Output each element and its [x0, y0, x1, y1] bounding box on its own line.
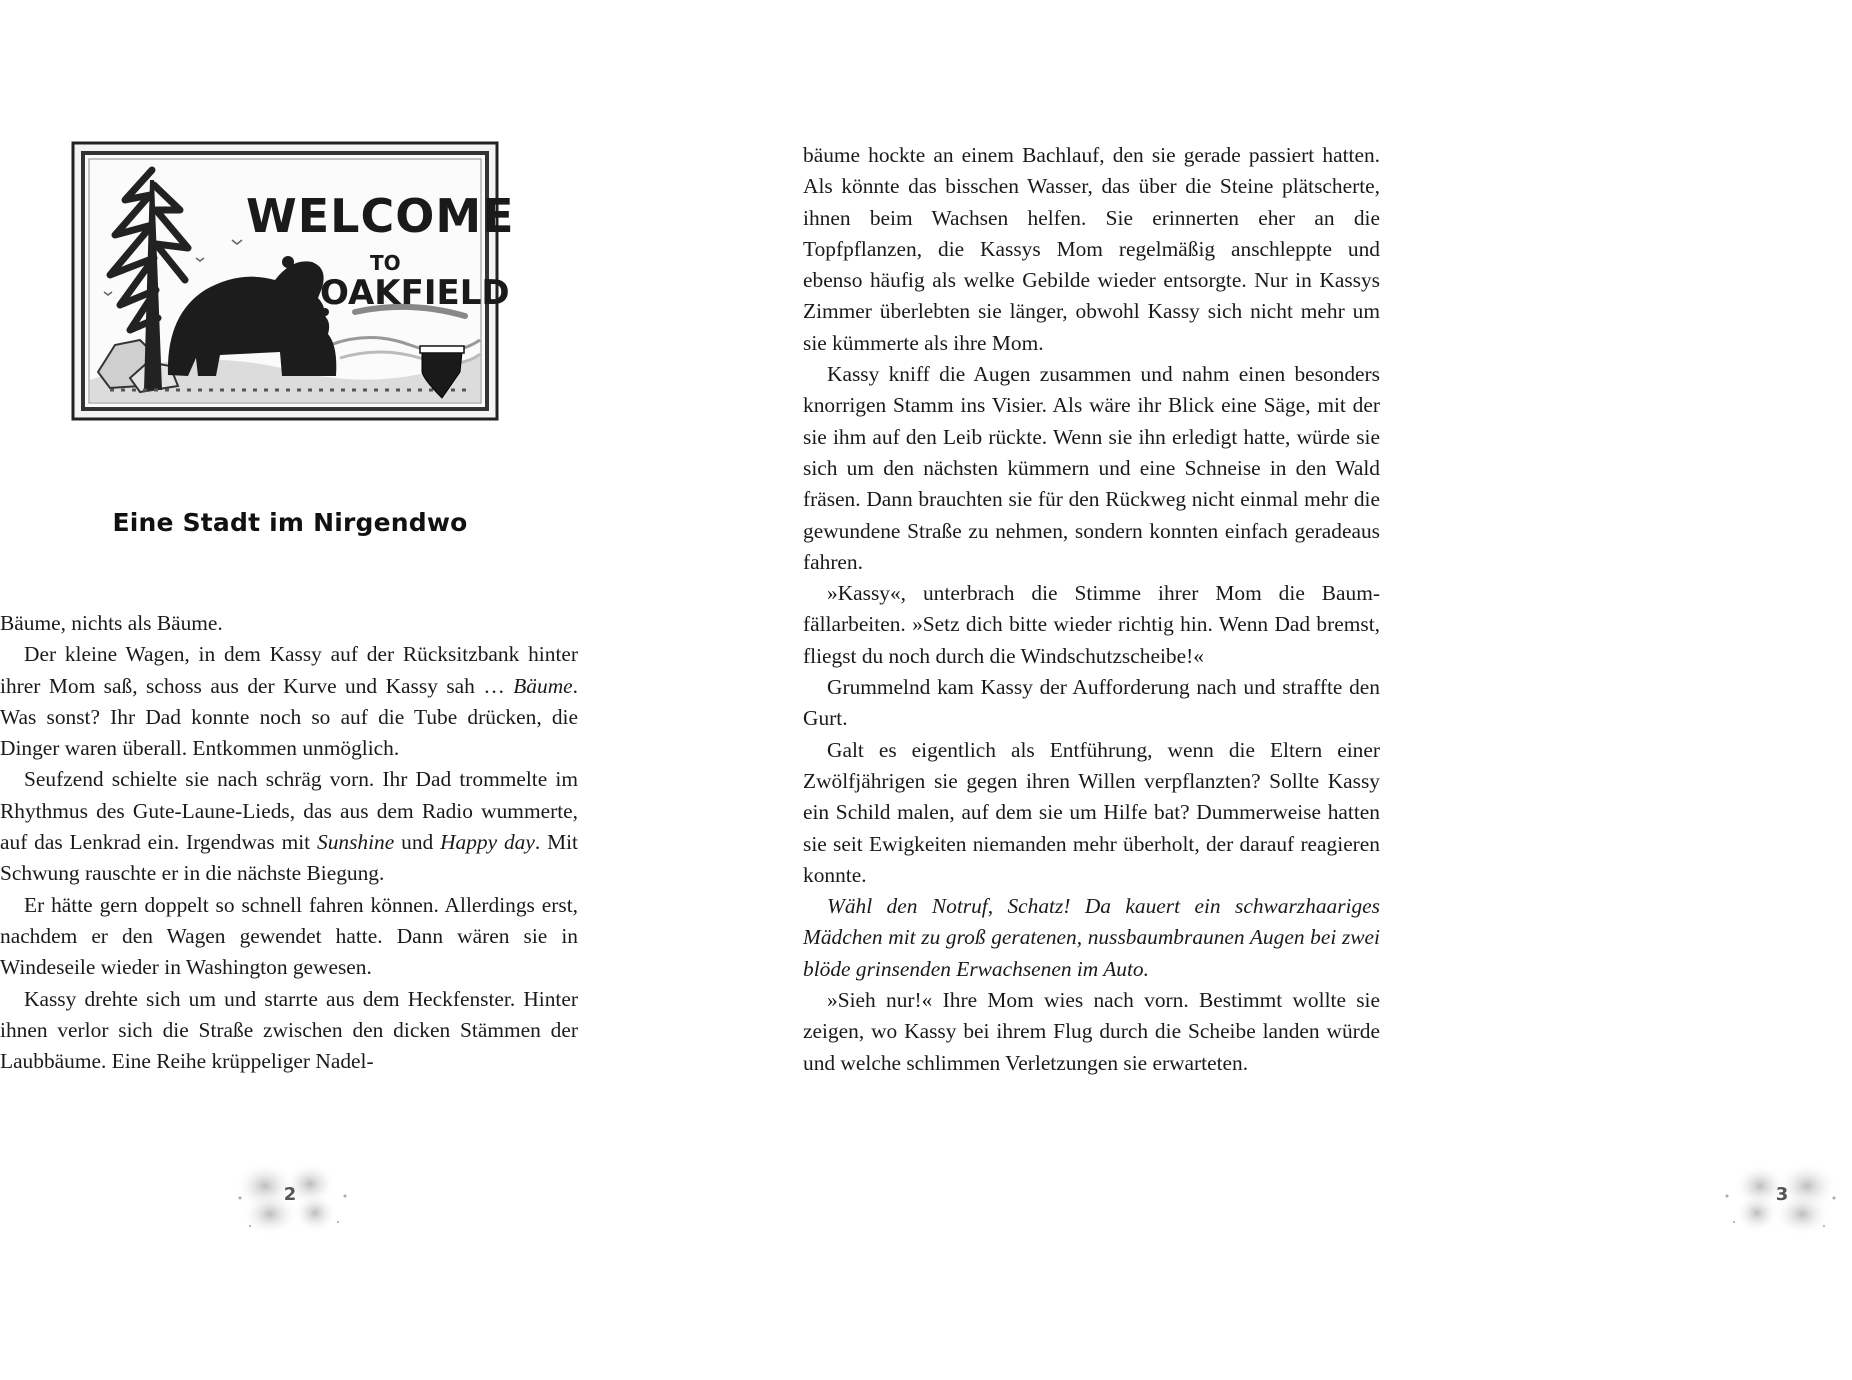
page-number-ornament	[220, 1158, 360, 1238]
paragraph: Seufzend schielte sie nach schräg vorn. Ihr Dad trommelte im Rhythmus des Gute-Laune-Lieds, das aus dem Radio wummerte, auf das Lenkrad ein. Irgendwas mit Sunshine und Happy day. Mit Schwung rauschte er in die nächste Biegung.	[0, 767, 578, 886]
welcome-sign-illustration	[70, 140, 515, 422]
page-number: 3	[1775, 1184, 1789, 1205]
page-number-ornament	[1712, 1158, 1852, 1238]
paragraph: Er hätte gern doppelt so schnell fahren können. Allerdings erst, nachdem er den Wagen gewendet hatte. Dann wären sie in Windeseile wieder in Washington gewesen.	[0, 892, 578, 980]
paragraph: Der kleine Wagen, in dem Kassy auf der Rücksitzbank hinter ihrer Mom saß, schoss aus der Kurve und Kassy sah … Bäume. Was sonst? Ihr Dad konnte noch so auf die Tube drücken, die Dinger waren überall. Entkommen unmöglich.	[0, 642, 578, 761]
paragraph: »Kassy«, unterbrach die Stimme ihrer Mom die Baumfällarbeiten. »Setz dich bitte wieder richtig hin. Wenn Dad bremst, fliegst du noch durch die Windschutzscheibe!«	[803, 581, 1380, 668]
left-body-text	[0, 608, 578, 1077]
chapter-title: Eine Stadt im Nirgendwo	[112, 508, 468, 537]
page-number: 2	[283, 1184, 297, 1205]
paragraph: Galt es eigentlich als Entführung, wenn die Eltern einer Zwölfjährigen sie gegen ihren Willen verpflanzten? Sollte Kassy ein Schild malen, auf dem sie um Hilfe bat? Dummerweise hatten sie seit Ewigkeiten niemanden mehr überholt, der darauf reagieren konnte.	[803, 737, 1380, 887]
paragraph: Kassy drehte sich um und starrte aus dem Heckfenster. Hinter ihnen verlor sich die Straße zwischen den dicken Stämmen der Laubbäume. Eine Reihe krüppeliger Nadel-	[0, 986, 578, 1074]
paragraph: »Sieh nur!« Ihre Mom wies nach vorn. Bestimmt wollte sie zeigen, wo Kassy bei ihrem Flug durch die Scheibe landen würde und welche schlimmen Verletzungen sie erwarteten.	[803, 988, 1380, 1075]
right-body-text	[803, 140, 1380, 1079]
paragraph: Wähl den Notruf, Schatz! Da kauert ein schwarzhaariges Mädchen mit zu groß geratenen, nussbaumbraunen Augen bei zwei blöde grinsenden Erwachsenen im Auto.	[803, 894, 1380, 981]
paragraph: Grummelnd kam Kassy der Aufforderung nach und straffte den Gurt.	[803, 675, 1380, 731]
paragraph: bäume hockte an einem Bachlauf, den sie gerade passiert hatten. Als könnte das bisschen Wasser, das über die Steine plätscherte, ihnen beim Wachsen helfen. Sie erinnerten eher an die Topfpflanzen, die Kassys Mom regelmäßig anschleppte und ebenso häufig als welke Gebilde wieder entsorgte. Nur in Kassys Zimmer überlebten sie länger, obwohl Kassy sich nicht mehr um sie kümmerte als ihre Mom.	[803, 143, 1380, 355]
left-page	[0, 0, 690, 1380]
sign-text-welcome: WELCOME	[246, 189, 515, 243]
sign-text-to: TO	[370, 251, 401, 275]
right-page	[690, 0, 1789, 1380]
sign-text-oakfield: OAKFIELD	[320, 273, 510, 313]
paragraph: Bäume, nichts als Bäume.	[0, 611, 223, 635]
paragraph: Kassy kniff die Augen zusammen und nahm einen besonders knorrigen Stamm ins Visier. Als wäre ihr Blick eine Säge, mit der sie ihm auf den Leib rückte. Wenn sie ihn erledigt hatte, würde sie sich um den nächsten kümmern und eine Schneise in den Wald fräsen. Dann brauchten sie für den Rückweg nicht einmal mehr die gewundene Straße zu nehmen, sondern konnten einfach geradeaus fahren.	[803, 362, 1380, 574]
